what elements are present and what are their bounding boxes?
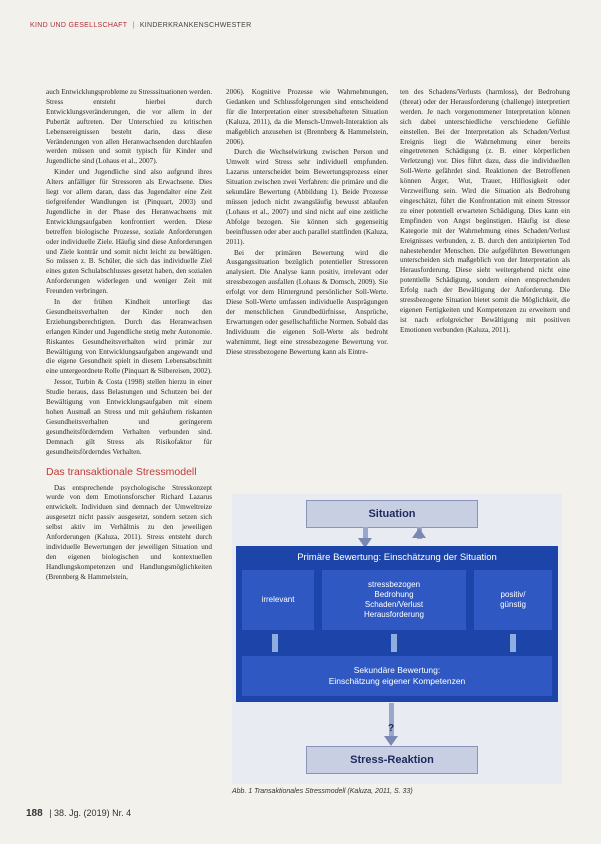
positive-line: günstig <box>500 600 526 609</box>
down-arrow-icon <box>384 736 398 746</box>
text-column-2 <box>226 88 388 358</box>
figure-caption: Abb. 1 Transaktionales Stressmodell (Kaluza, 2011, S. 33) <box>232 788 413 795</box>
primary-appraisal-title: Primäre Bewertung: Einschätzung der Situation <box>297 552 497 563</box>
link-arrow-icon <box>391 634 397 652</box>
up-arrow-icon <box>412 528 426 538</box>
paragraph: Jessor, Turbin & Costa (1998) stellen hierzu in einer Studie heraus, dass Belastungen und Schutzen bei der Bewältigung von Entwicklungsaufgaben mit einem hohen Ausmaß an Stress und mit gehäuftem riskanten Gesundheitsverhalten und geringerem gesundheitsförderndem Verhalten verbunden sind. Demnach gilt Stress als Risikofaktor für gesundheitsförderndes Verhalten. <box>46 378 212 456</box>
paragraph: ten des Schadens/Verlusts (harmloss), der Bedrohung (threat) oder der Herausforderung (challenge) interpretiert werden. Je nach vorgenommener Interpretation können sich dabei unterschiedliche verschiedene Gefühle einstellen. Bei der Interpretation als Schaden/Verlust Ereignis liegt die Wahrnehmung einer bereits eingetretenen Schädigung (z. B. einer körperlichen Verletzung) vor. Dies führt dazu, dass die individuellen Soll-Werte gefährdet sind. Reaktionen der Betroffenen können Ärger, Wut, Trauer, Hilflosigkeit oder Verzweiflung sein. Wird die Situation als Bedrohung eingeschätzt, führt die Konfrontation mit einem Stressor zu einer potentiell erwarteten Schädigung. Dies kann ein Empfinden von Angst begünstigen. Häufig ist diese Kategorie mit der Wahrnehmung eines Schaden/Verlust Ereignisses verbunden, z. B. durch den antizipierten Tod nahestehender Menschen. Die aufgeführten Bewertungen unterscheiden sich maßgeblich von der Interpretation als Herausforderung. Diese sieht weitergehend nicht eine potentielle Schädigung, sondern einen entsprechenden Erfolg nach der Bewältigung der Anforderung. Die stressbezogene Situation bietet somit die Möglichkeit, die eigenen Fertigkeiten und Kompetenzen zu erweitern und ist nach erfolgreicher Bewältigung mit positiven Emotionen verbunden (Kaluza, 2011). <box>400 88 570 334</box>
page-footer <box>26 808 131 819</box>
secondary-appraisal-box <box>242 656 552 696</box>
paragraph: Durch die Wechselwirkung zwischen Person und Umwelt wird Stress sehr individuell empfunden. Lazarus unterscheidet beim Bewertungsprozess einer Situation zwischen zwei Verfahren: die primäre und die sekundäre Bewertung (Abbildung 1). Beide Prozesse müssen jedoch nicht zwangsläufig bewusst ablaufen (Lohaus et al., 2007) und sind nicht auf eine zeitliche Abfolge bezogen. Sie können sich gegenseitig beeinflussen oder aber auch parallel stattfinden (Kaluza, 2011). <box>226 148 388 246</box>
header-section: KIND UND GESELLSCHAFT <box>30 22 128 29</box>
stress-line: Schaden/Verlust <box>364 600 424 609</box>
paragraph: In der frühen Kindheit unterliegt das Gesundheitsverhalten der Kinder noch den Erziehungsberechtigten. Durch das Heranwachsen erlangen Kinder und Jugendliche stetig mehr Autonomie. Riskantes Gesundheitsverhalten wird primär zur Bewältigung von Entwicklungsaufgaben angewandt und die eigene Gesundheit spielt in diesem Lebensabschnitt eine untergeordnete Rolle (Pinquart & Silbereisen, 2002). <box>46 298 212 376</box>
running-header <box>30 22 571 29</box>
secondary-line: Einschätzung eigener Kompetenzen <box>328 676 466 686</box>
positive-box <box>474 570 552 630</box>
stress-model-figure <box>232 494 562 784</box>
paragraph: Das entsprechende psychologische Stresskonzept wurde von dem Emotionsforscher Richard Lazarus entwickelt. Individuen sind demnach der Umweltreize ausgesetzt nicht passiv ausgesetzt, sondern setzen sich selbst aktiv im Verhältnis zu den jeweiligen Anforderungen (Kaluza, 2011). Stress entsteht durch individuelle Bewertungen der jeweiligen Situation und den eigenen biologischen und kontextuellen Handlungskompetenzen und Handlungsmöglichkeiten (Brennberg & Hammelstein, <box>46 483 212 581</box>
text-column-1 <box>46 88 212 584</box>
paragraph: auch Entwicklungsprobleme zu Stresssituationen werden. Stress entsteht hierbei durch Entwicklungsveränderungen, die vor allem in der Pubertät auftreten. Der Unterschied zu kritischen Lebensereignissen besteht darin, dass diese Veränderungen von allen Heranwachsenden durchlaufen werden müssen und somit typisch für Kinder und Jugendliche sind (Lohaus et al., 2007). <box>46 88 212 166</box>
question-mark: ? <box>387 722 395 734</box>
stress-line: Herausforderung <box>363 610 425 619</box>
paragraph: Kinder und Jugendliche sind also aufgrund ihres Alters anfälliger für Stressoren als Erwachsene. Dies liegt vor allem daran, dass das Jugendalter eine Zeit tiefgreifender Wandlungen ist (Pinquart, 2003) und Jugendliche in der Phase des Heranwachsens mit Entwicklungsaufgaben konfrontiert werden. Diese betreffen biologische Prozesse, soziale Anforderungen oder individuelle Ziele. Häufig sind diese Anforderungen und Ziele konträr und somit nicht leicht zu bewältigen. So müssen z. B. Schüler, die sich das individuelle Ziel eines guten Schulabschlusses gesetzt haben, den sozialen Anforderungen widerlegen und weniger Zeit mit Freunden verbringen. <box>46 168 212 296</box>
stress-related-box <box>322 570 466 630</box>
header-category: KINDERKRANKENSCHWESTER <box>139 22 252 29</box>
appraisal-panel <box>236 546 558 702</box>
stress-line: stressbezogen <box>367 580 421 589</box>
positive-line: positiv/ <box>500 590 526 599</box>
text-column-3 <box>400 88 570 337</box>
situation-box: Situation <box>306 500 478 528</box>
issue-info: | 38. Jg. (2019) Nr. 4 <box>49 808 132 818</box>
section-heading: Das transaktionale Stressmodell <box>46 465 197 478</box>
link-arrow-icon <box>272 634 278 652</box>
stress-reaction-box: Stress-Reaktion <box>306 746 478 774</box>
header-separator: | <box>132 22 135 29</box>
irrelevant-box: irrelevant <box>242 570 314 630</box>
paragraph: 2006). Kognitive Prozesse wie Wahrnehmungen, Gedanken und Schlussfolgerungen sind entscheidend für die Interpretation einer stressbehafteten Situation (Kaluza, 2011), da die Mensch-Umwelt-Interaktion als maßgeblich anzusehen ist (Brennberg & Hammelstein, 2006). <box>226 88 388 146</box>
paragraph: Bei der primären Bewertung wird die Ausgangssituation bezüglich potentieller Stressoren analysiert. Die Analyse kann positiv, irrelevant oder stressbezogen ausfallen (Lohaus & Domsch, 2009). Sie erfolgt vor dem Hintergrund persönlicher Soll-Werte. Diese Soll-Werte umfassen individuelle Ausprägungen der menschlichen Grundbedürfnisse, Ansprüche, Erwartungen oder gesellschaftliche Normen. Sobald das Individuum die eigenen Soll-Werte als bedroht wahrnimmt, liegt eine stressbezogene Bewertung vor. Diese stressbezogene Bewertung kann als Eintre- <box>226 248 388 356</box>
link-arrow-icon <box>510 634 516 652</box>
stress-line: Bedrohung <box>374 590 414 599</box>
secondary-line: Sekundäre Bewertung: <box>353 665 441 675</box>
page-number: 188 <box>26 808 43 819</box>
